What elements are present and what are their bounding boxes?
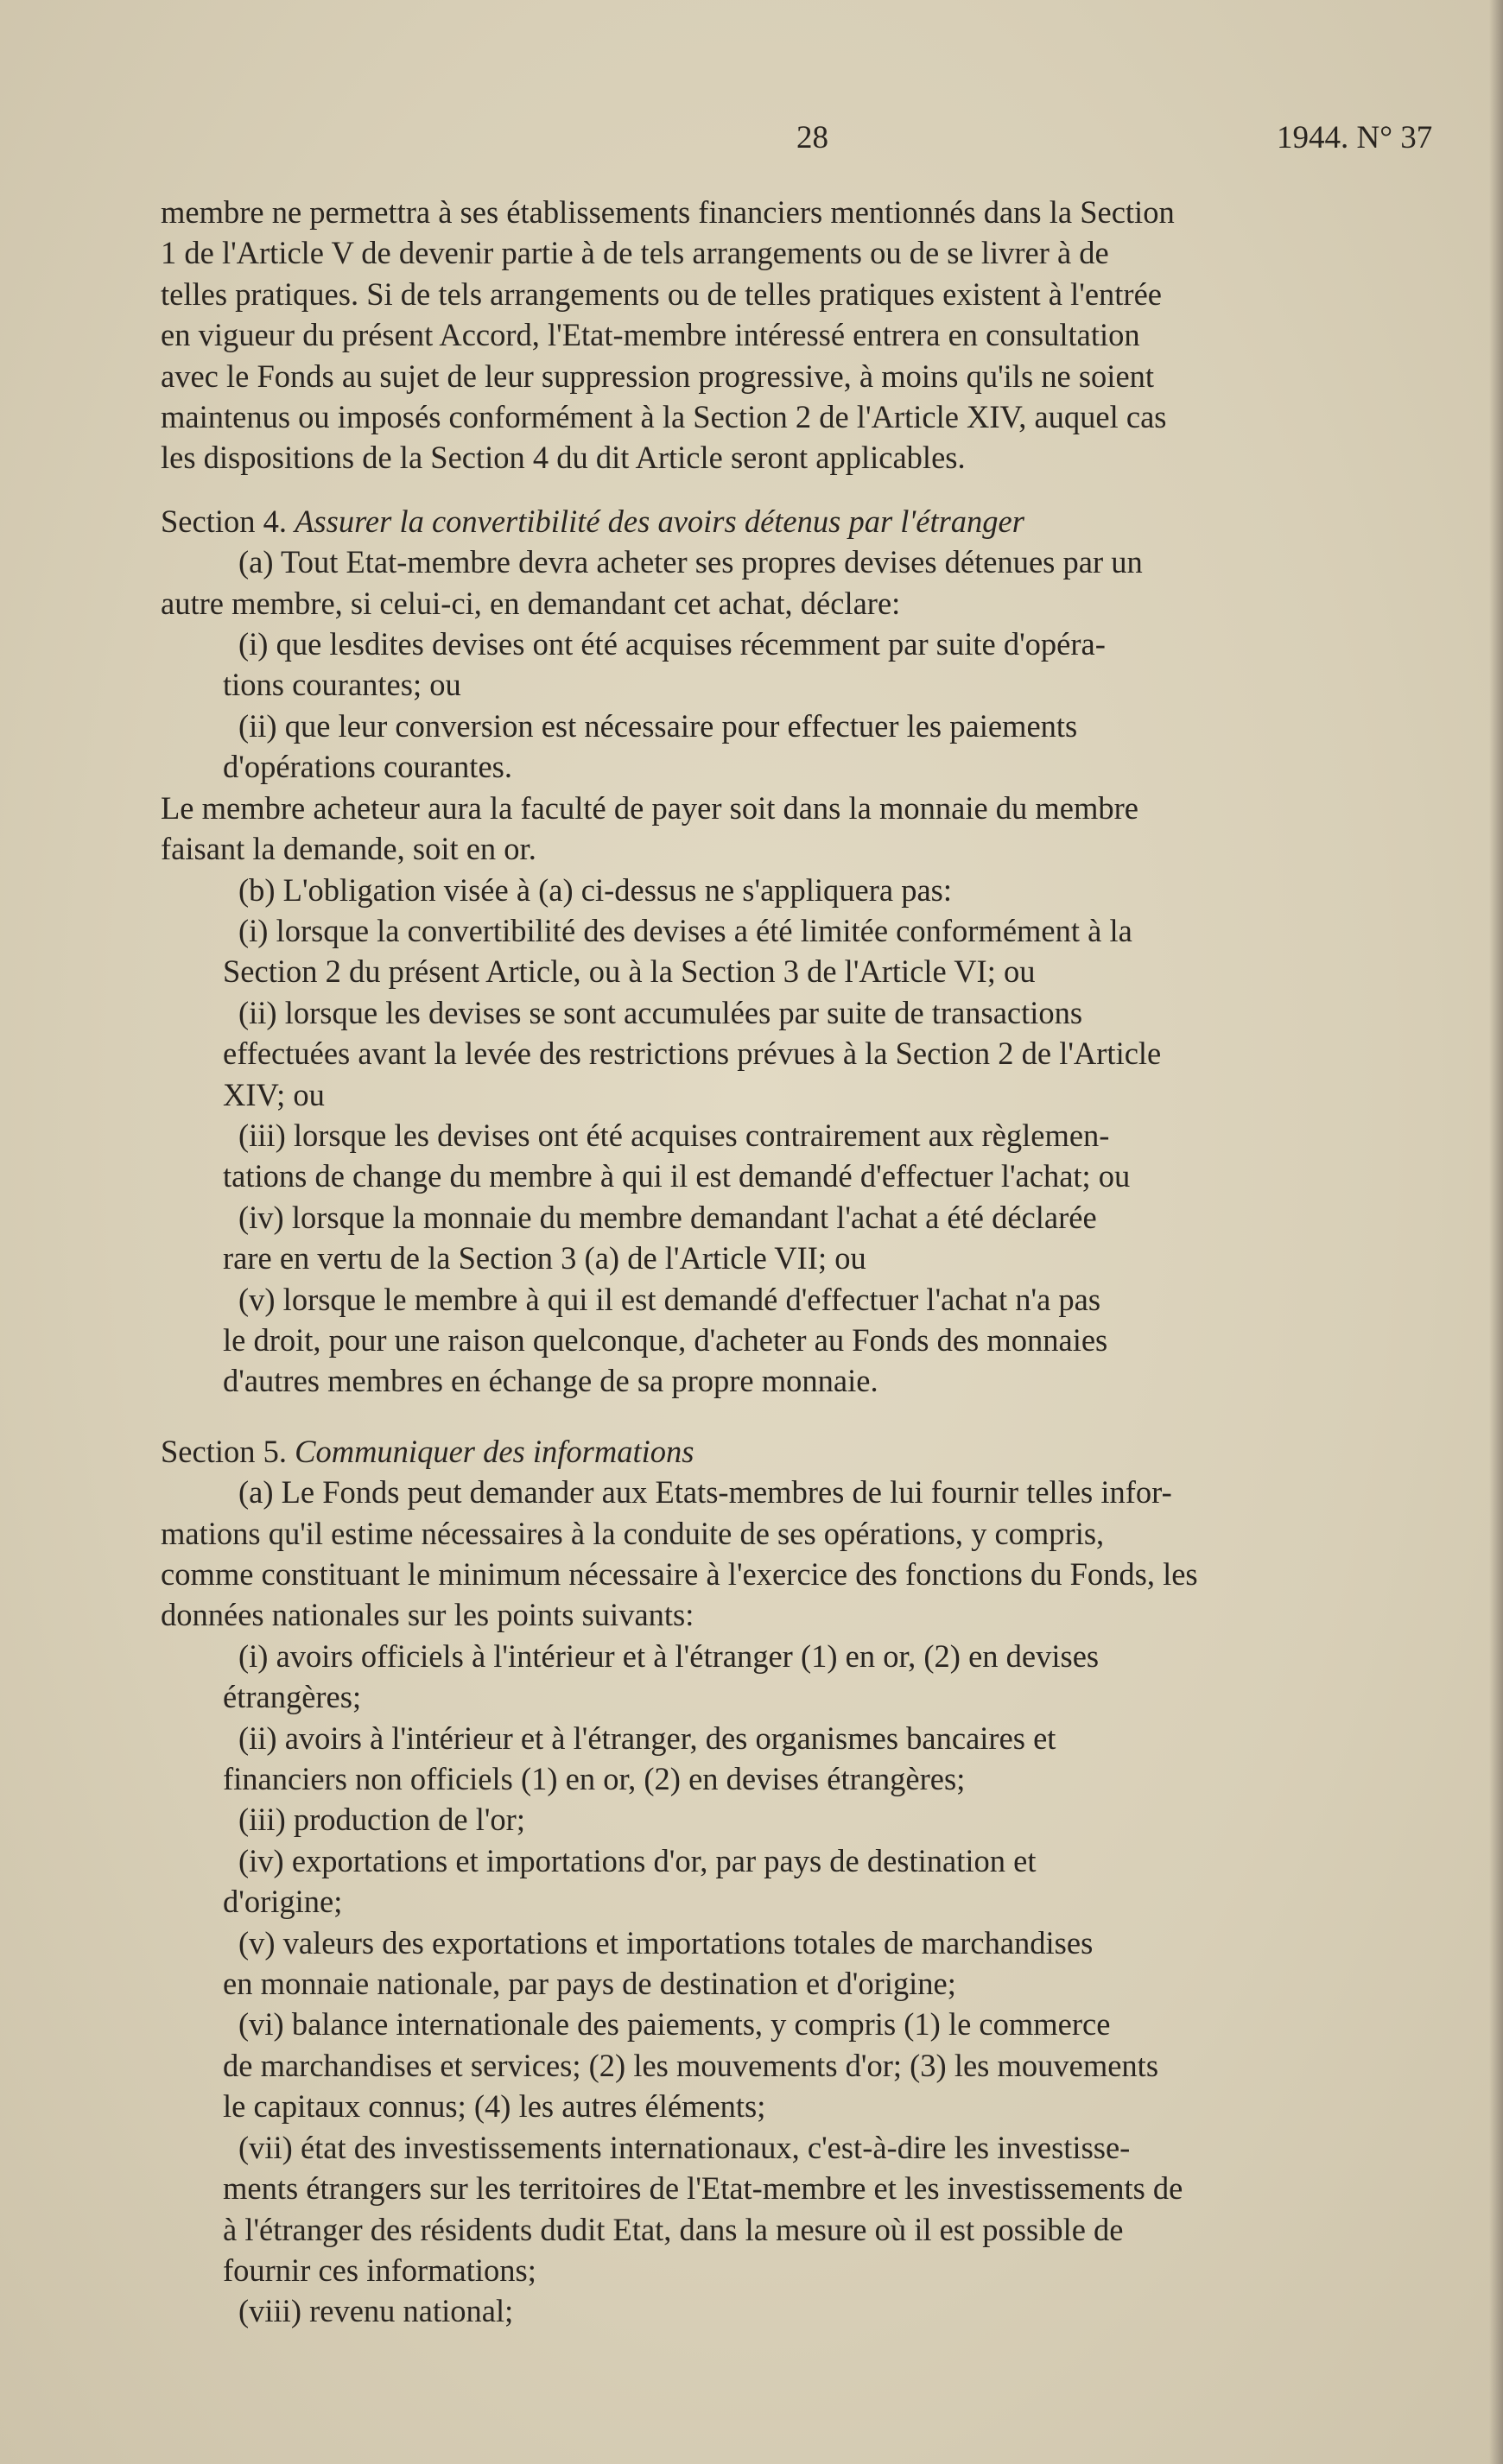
- section-number: Section 4.: [161, 503, 295, 539]
- text-line: (vii) état des investissements internationaux, c'est-à-dire les investisse-: [238, 2129, 1131, 2165]
- text-line: financiers non officiels (1) en or, (2) en devises étrangères;: [223, 1761, 966, 1797]
- text-line: à l'étranger des résidents dudit Etat, dans la mesure où il est possible de: [223, 2211, 1124, 2247]
- text-line: (ii) que leur conversion est nécessaire pour effectuer les paiements: [238, 707, 1078, 744]
- text-line: Section 2 du présent Article, ou à la Section 3 de l'Article VI; ou: [223, 953, 1036, 990]
- text-line: telles pratiques. Si de tels arrangements ou de telles pratiques existent à l'entrée: [161, 276, 1162, 312]
- text-line: de marchandises et services; (2) les mouvements d'or; (3) les mouvements: [223, 2047, 1159, 2083]
- text-line: (viii) revenu national;: [238, 2293, 514, 2329]
- text-line: le droit, pour une raison quelconque, d'acheter au Fonds des monnaies: [223, 1321, 1108, 1358]
- text-line: les dispositions de la Section 4 du dit Article seront applicables.: [161, 440, 966, 476]
- text-line: en vigueur du présent Accord, l'Etat-membre intéressé entrera en consultation: [161, 317, 1140, 353]
- text-line: le capitaux connus; (4) les autres éléments;: [223, 2088, 766, 2125]
- text-line: (iv) exportations et importations d'or, par pays de destination et: [238, 1842, 1037, 1878]
- text-line: tions courantes; ou: [223, 667, 461, 703]
- text-line: (ii) avoirs à l'intérieur et à l'étranger, des organismes bancaires et: [238, 1720, 1056, 1756]
- text-line: d'origine;: [223, 1884, 343, 1920]
- page-edge-shadow: [1489, 0, 1503, 2464]
- page-number: 28: [796, 120, 828, 155]
- text-line: comme constituant le minimum nécessaire à l'exercice des fonctions du Fonds, les: [161, 1556, 1198, 1592]
- text-line: en monnaie nationale, par pays de destination et d'origine;: [223, 1966, 956, 2002]
- text-line: (v) lorsque le membre à qui il est demandé d'effectuer l'achat n'a pas: [238, 1281, 1101, 1317]
- text-line: ments étrangers sur les territoires de l'Etat-membre et les investissements de: [223, 2170, 1183, 2207]
- text-line: étrangères;: [223, 1679, 362, 1715]
- text-line: fournir ces informations;: [223, 2252, 536, 2288]
- text-line: (iii) production de l'or;: [238, 1802, 525, 1838]
- section-number: Section 5.: [161, 1433, 295, 1469]
- text-line: données nationales sur les points suivants:: [161, 1597, 694, 1633]
- text-line: (a) Le Fonds peut demander aux Etats-membres de lui fournir telles infor-: [238, 1474, 1172, 1511]
- section-title: Assurer la convertibilité des avoirs détenus par l'étranger: [295, 503, 1024, 539]
- text-line: tations de change du membre à qui il est demandé d'effectuer l'achat; ou: [223, 1158, 1131, 1194]
- text-line: (i) que lesdites devises ont été acquises récemment par suite d'opéra-: [238, 626, 1106, 662]
- text-line: XIV; ou: [223, 1076, 325, 1112]
- text-line: 1 de l'Article V de devenir partie à de tels arrangements ou de se livrer à de: [161, 235, 1109, 271]
- text-line: (iv) lorsque la monnaie du membre demandant l'achat a été déclarée: [238, 1199, 1097, 1235]
- text-line: mations qu'il estime nécessaires à la conduite de ses opérations, y compris,: [161, 1515, 1105, 1551]
- text-line: (vi) balance internationale des paiements, y compris (1) le commerce: [238, 2006, 1111, 2043]
- section-heading: [161, 501, 1456, 542]
- text-line: (i) avoirs officiels à l'intérieur et à l'étranger (1) en or, (2) en devises: [238, 1637, 1100, 1674]
- text-line: avec le Fonds au sujet de leur suppression progressive, à moins qu'ils ne soient: [161, 358, 1155, 394]
- document-reference: 1944. N° 37: [1277, 120, 1433, 155]
- text-line: d'opérations courantes.: [223, 749, 512, 785]
- section-title: Communiquer des informations: [295, 1433, 694, 1469]
- text-line: rare en vertu de la Section 3 (a) de l'Article VII; ou: [223, 1240, 866, 1276]
- text-line: maintenus ou imposés conformément à la Section 2 de l'Article XIV, auquel cas: [161, 399, 1167, 435]
- text-line: faisant la demande, soit en or.: [161, 831, 536, 867]
- page-header: [0, 119, 1503, 171]
- text-line: (a) Tout Etat-membre devra acheter ses propres devises détenues par un: [238, 544, 1143, 580]
- text-line: (v) valeurs des exportations et importations totales de marchandises: [238, 1924, 1094, 1960]
- text-line: effectuées avant la levée des restrictions prévues à la Section 2 de l'Article: [223, 1036, 1162, 1072]
- text-line: (iii) lorsque les devises ont été acquises contrairement aux règlemen-: [238, 1117, 1110, 1153]
- text-line: autre membre, si celui-ci, en demandant cet achat, déclare:: [161, 585, 901, 621]
- text-line: d'autres membres en échange de sa propre monnaie.: [223, 1363, 878, 1399]
- text-line: (ii) lorsque les devises se sont accumulées par suite de transactions: [238, 994, 1083, 1030]
- document-body: [161, 192, 1456, 2332]
- text-line: (b) L'obligation visée à (a) ci-dessus ne s'appliquera pas:: [238, 871, 953, 908]
- text-line: membre ne permettra à ses établissements financiers mentionnés dans la Section: [161, 194, 1175, 230]
- text-line: Le membre acheteur aura la faculté de payer soit dans la monnaie du membre: [161, 789, 1138, 826]
- section-heading: [161, 1431, 1456, 1472]
- text-line: (i) lorsque la convertibilité des devises a été limitée conformément à la: [238, 912, 1132, 948]
